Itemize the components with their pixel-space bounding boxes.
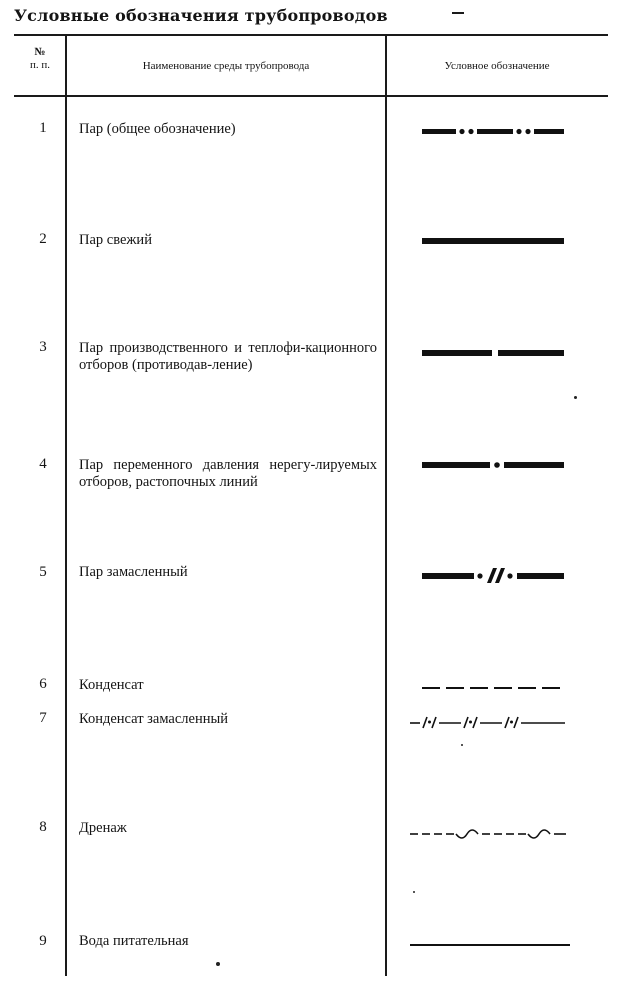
row-number: 9 xyxy=(39,933,47,949)
page-title: Условные обозначения трубопроводов xyxy=(14,6,388,25)
table-top-border xyxy=(14,34,608,36)
scan-speck xyxy=(216,962,220,966)
drainage-symbol xyxy=(400,818,580,848)
row-name: Дренаж xyxy=(79,820,127,836)
row-name: Вода питательная xyxy=(79,933,189,949)
condensate-symbol xyxy=(400,673,580,703)
steam-extraction-symbol xyxy=(400,338,580,368)
header-num-line2: п. п. xyxy=(29,59,51,71)
row-name: Пар замасленный xyxy=(79,564,188,580)
row-number: 7 xyxy=(39,710,47,726)
header-name: Наименование среды трубопровода xyxy=(142,60,310,72)
row-number: 6 xyxy=(39,676,47,692)
steam-general-symbol xyxy=(400,117,580,147)
row-name: Пар свежий xyxy=(79,232,152,248)
row-number: 5 xyxy=(39,564,47,580)
row-name: Пар (общее обозначение) xyxy=(79,121,236,137)
scan-speck xyxy=(413,891,415,893)
row-number: 3 xyxy=(39,339,47,355)
header-num-line1: № xyxy=(34,46,46,58)
steam-variable-pressure-symbol xyxy=(400,450,580,480)
row-name: Пар переменного давления нерегу-лируемых отборов, растопочных линий xyxy=(79,457,377,490)
scan-speck xyxy=(461,744,463,746)
row-number: 1 xyxy=(39,120,47,136)
feed-water-symbol xyxy=(400,929,580,959)
row-number: 2 xyxy=(39,231,47,247)
header-num xyxy=(18,46,62,72)
row-name: Конденсат xyxy=(79,677,144,693)
column-divider-1 xyxy=(65,34,67,976)
column-divider-2 xyxy=(385,34,387,976)
row-name: Пар производственного и теплофи-кационного отборов (противодав-ление) xyxy=(79,340,377,373)
header-bottom-border xyxy=(14,95,608,97)
scan-speck xyxy=(574,396,577,399)
row-name: Конденсат замасленный xyxy=(79,711,228,727)
row-number: 4 xyxy=(39,456,47,472)
title-mark xyxy=(452,12,464,14)
condensate-oily-symbol xyxy=(400,707,580,737)
steam-oily-symbol xyxy=(400,561,580,591)
row-number: 8 xyxy=(39,819,47,835)
header-symbol: Условное обозначение xyxy=(444,60,550,72)
steam-fresh-symbol xyxy=(400,227,580,257)
